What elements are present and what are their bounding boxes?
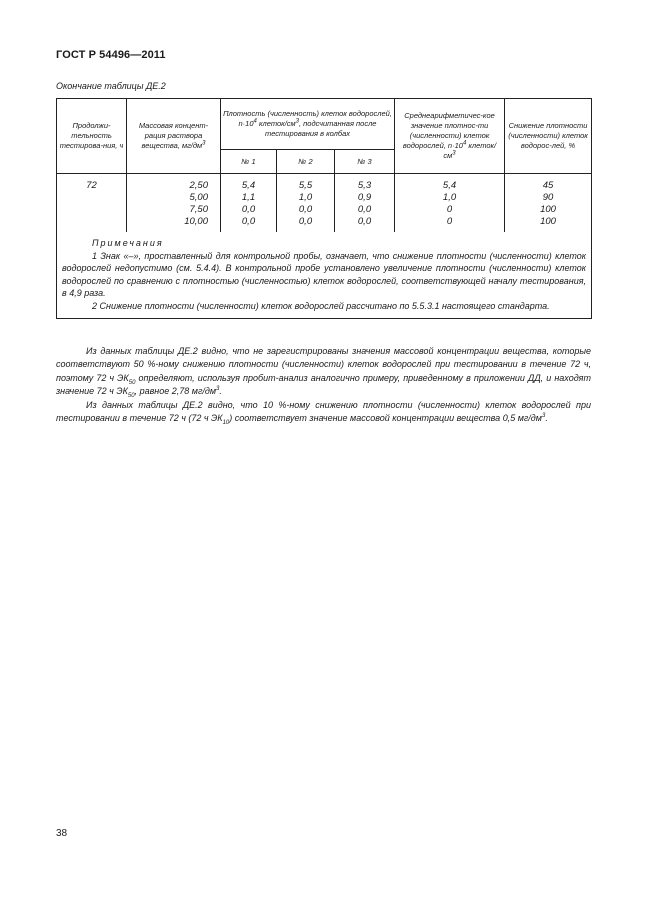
table-value: 5,5 (298, 180, 313, 191)
table-value: 1,1 (241, 192, 256, 203)
flask-2-cell (277, 174, 335, 233)
note-1: 1 Знак «–», проставленный для контрольной пробы, означает, что снижение плотности (численности) клеток водорослей недопустимо (см. 5.4.4). В контрольной пробе установлено увеличение плотности (численности) клеток водорослей по сравнению с плотностью (численностью) клеток водорослей, соответствующей началу тестирования, в 4,9 раза. (62, 250, 587, 299)
table-value: 90 (542, 192, 554, 203)
table-value: 100 (540, 204, 556, 215)
mean-cell (395, 174, 505, 233)
paragraph-1: Из данных таблицы ДЕ.2 видно, что не зарегистрированы значения массовой концентрации вещества, которые соответствуют 50 %-ному снижению плотности (численности) клеток водорослей при тестировании в течение 72 ч, поэтому 72 ч $ЭК_{50}$ определяют, используя пробит-анализ аналогично примеру, приведенному в приложении ДД, и находят значение 72 ч $ЭК_{50}$, равное 2,78 $мг/дм^3$. (56, 346, 591, 400)
header-flask-1: № 1 (221, 150, 277, 174)
table-value: 0,9 (357, 192, 372, 203)
document-header: ГОСТ Р 54496—2011 (56, 49, 166, 61)
table-value: 5,00 (189, 192, 208, 203)
table-value: 0,0 (357, 216, 372, 227)
table-value: 7,50 (189, 204, 208, 215)
page-number: 38 (56, 828, 68, 839)
flask-3-cell (335, 174, 395, 233)
table-value: 0 (446, 204, 453, 215)
paragraph-2: Из данных таблицы ДЕ.2 видно, что 10 %-ному снижению плотности (численности) клеток водорослей при тестировании в течение 72 ч (72 ч $ЭК_{10}$) соответствует значение массовой концентрации вещества 0,5 $мг/дм^3$. (56, 399, 591, 426)
header-density: Плотность (численность) клеток водорослей, $n\cdot 10^4$ клеток/$см^3$, подсчитанная после тестирования в колбах (221, 99, 395, 150)
table-value: 0,0 (357, 204, 372, 215)
table-value: 0,0 (298, 204, 313, 215)
table-value: 5,4 (241, 180, 256, 191)
table-value: 2,50 (189, 180, 208, 191)
table-value: 5,4 (442, 180, 457, 191)
table-value: 1,0 (298, 192, 313, 203)
table-value: 5,3 (357, 180, 372, 191)
table-value: 1,0 (442, 192, 457, 203)
header-flask-3: № 3 (335, 150, 395, 174)
header-flask-2: № 2 (277, 150, 335, 174)
table-notes (57, 232, 592, 318)
reduction-cell (505, 174, 592, 233)
header-duration: Продолжи-тельность тестирова-ния, ч (57, 99, 127, 174)
body-text (56, 345, 591, 425)
table-value: 0,0 (298, 216, 313, 227)
table-value: 10,00 (184, 216, 208, 227)
concentration-cell (127, 174, 221, 233)
table-value: 100 (540, 216, 556, 227)
table-value: 0 (446, 216, 453, 227)
header-reduction: Снижение плотности (численности) клеток водорос-лей, % (505, 99, 592, 174)
flask-1-cell (221, 174, 277, 233)
note-2: 2 Снижение плотности (численности) клеток водорослей рассчитано по 5.5.3.1 настоящего стандарта. (92, 300, 550, 311)
duration-cell: 72 (57, 174, 127, 233)
table-value: 0,0 (241, 216, 256, 227)
table-caption: Окончание таблицы ДЕ.2 (56, 81, 166, 91)
data-table (56, 98, 592, 319)
notes-title: Примечания (92, 238, 164, 248)
header-concentration: Массовая концент-рация раствора вещества, $мг/дм^3$ (127, 99, 221, 174)
table-value: 0,0 (241, 204, 256, 215)
header-mean: Среднеарифметичес-кое значение плотнос-ти (численности) клеток водорослей, $n\cdot 10^4$ клеток/$см^3$ (395, 99, 505, 174)
table-value: 45 (542, 180, 554, 191)
